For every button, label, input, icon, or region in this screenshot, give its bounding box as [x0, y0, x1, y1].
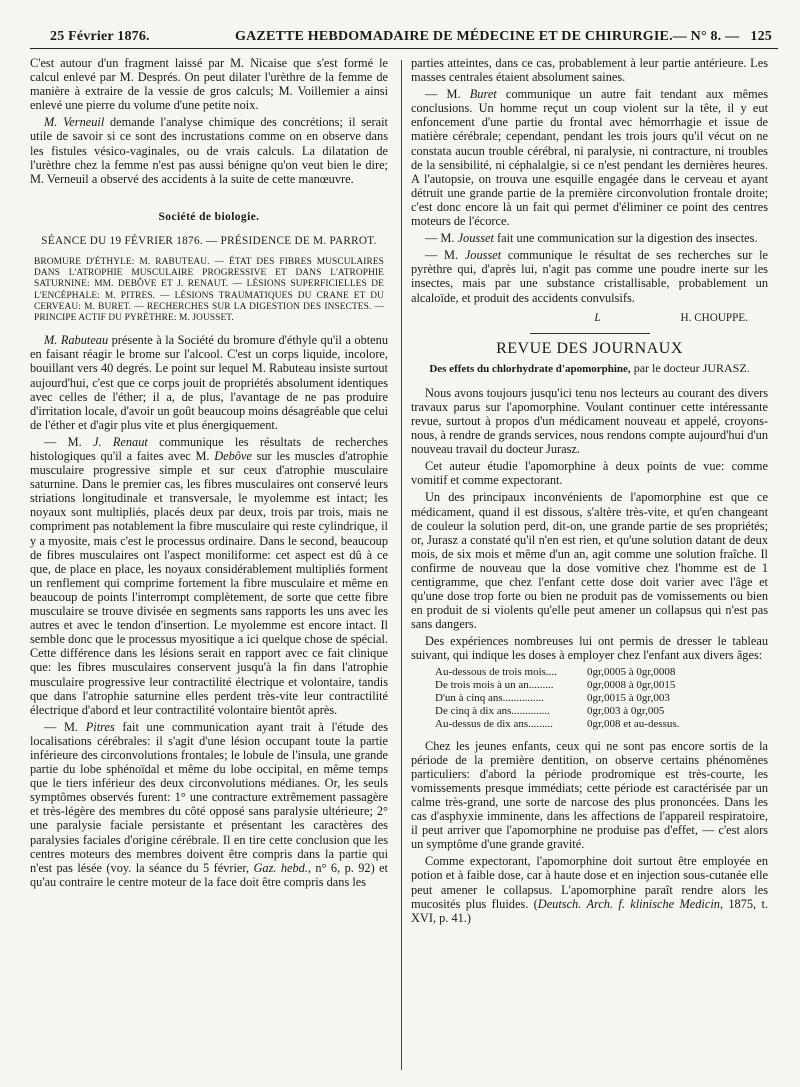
table-cell: 0gr,0015 à 0gr,003	[587, 691, 670, 704]
table-cell: 0gr,0005 à 0gr,0008	[587, 665, 676, 678]
dose-table	[433, 666, 681, 731]
speaker-name: J. Renaut	[93, 434, 148, 449]
header-journal-title: GAZETTE HEBDOMADAIRE DE MÉDECINE ET DE CHIRURGIE.	[235, 29, 673, 44]
table-cell: Au-dessus de dix ans.........	[435, 717, 553, 730]
ink-mark: L	[594, 311, 601, 324]
table-cell: Au-dessous de trois mois....	[435, 665, 557, 678]
speaker-name: Jousset	[457, 231, 494, 246]
table-row	[433, 705, 681, 718]
session-summary: BROMURE D'ÉTHYLE: M. RABUTEAU. — ÉTAT DES FIBRES MUSCULAIRES DANS L'ATROPHIE MUSCULAIRE PROGRESSIVE ET DANS L'ATROPHIE SATURNINE: MM. DEBÔVE ET J. RENAUT. — LÉSIONS SUPERFICIELLES DE L'ENCÉPHALE: M. PITRES. — LÉSIONS TRAUMATIQUES DU CRANE ET DU CERVEAU: M. BURET. — RECHERCHES SUR LA DIGESTION DES INSECTES. — PRINCIPE ACTIF DU PYRÈTHRE: M. JOUSSET.	[34, 257, 384, 324]
page-header	[30, 28, 778, 49]
signature: H. CHOUPPE.	[680, 311, 748, 324]
session-line: SÉANCE DU 19 FÉVRIER 1876. — PRÉSIDENCE DE M. PARROT.	[41, 234, 377, 247]
table-cell: De cinq à dix ans..............	[435, 704, 550, 717]
speaker-name: Debôve	[214, 449, 252, 463]
table-row	[433, 692, 681, 705]
table-cell: 0gr,0008 à 0gr,0015	[587, 678, 676, 691]
paragraph: M. Verneuil demande l'analyse chimique des concrétions; il serait utile de savoir si ce sont des incrustations comme on en observe dans les fistules vésico-vaginales, ou de vrais calculs. La dilatation de l'urèthre chez la femme n'est pas aussi bénigne qu'on veut bien le dire; M. Verneuil a observé des accidents à la suite de cette manœuvre.	[30, 115, 388, 186]
paragraph: — M. J. Renaut communique les résultats de recherches histologiques qu'il a faites avec M. Debôve sur les muscles d'atrophie musculaire progressive simple et sur ceux d'atrophie musculaire saturnine. Dans le premier cas, les fibres musculaires ont conservé leurs striations longitudinale et transversale, le myolemme est intact; les noyaux sont multipliés, placés deux par deux, trois par trois, mais ne compriment pas notablement la fibre musculaire qui reste cylindrique, il y a myosite, mais c'est le processus ordinaire. Dans le second, beaucoup de fibres musculaires ont l'aspect moniliforme: cet aspect est dû à ce que, de place en place, les noyaux considérablement multipliés forment un renflement qui comprime fortement la fibre musculaire et même en beaucoup de points l'interrompt complètement, de sorte que cette fibre musculaire se trouve divisée en segments sans rapports les uns avec les autres et avec le tendon d'insertion. Le myolemme est encore intact. Il semble donc que le processus myositique a ici quelque chose de spécial. Cette différence dans les lésions serait en rapport avec ce fait clinique que: les fibres musculaires conservent jusqu'à la fin dans l'atrophie musculaire progressive leur contractilité électrique et volontaire, tandis que dans l'atrophie saturnine elles perdent très-vite leur contractilité électrique d'abord et leur contractilité volontaire bientôt après.	[30, 434, 389, 717]
speaker-name: M. Rabuteau	[44, 333, 109, 348]
paragraph: Chez les jeunes enfants, ceux qui ne sont pas encore sortis de la période de la première dentition, on observe certains phénomènes particuliers: d'abord la période prodromique est très-courte, les vomissements presque immédiats; cette période est caractérisée par un calme très-grand, une sorte de narcose des plus prononcées. Dans les cas d'asphyxie imminente, dans les affections de l'appareil respiratoire, il peut arriver que l'apomorphine ne produise pas d'effet, — c'est alors un symptôme d'une grande gravité.	[411, 738, 768, 852]
article-title: Des effets du chlorhydrate d'apomorphine, par le docteur JURASZ.	[429, 360, 750, 375]
paragraph: — M. Jousset fait une communication sur la digestion des insectes.	[425, 231, 758, 246]
table-cell: D'un à cinq ans...............	[435, 691, 544, 704]
paragraph: — M. Buret communique un autre fait tendant aux mêmes conclusions. Un homme reçut un coup violent sur la tête, il y eut enfoncement d'une partie du frontal avec hémorrhagie et issue de matière cérébrale; cependant, pendant les trois jours qu'il vécut on ne constata aucun trouble cérébral, ni paralysie, ni contracture, ni troubles de la sensibilité, ni céphalalgie, si ce n'est pendant les dernières heures. A l'autopsie, on trouva une esquille engagée dans le cerveau et ayant détruit une grande partie de la première circonvolution frontale droite; c'est donc encore là un fait qui permet d'éliminer ce point des centres moteurs de l'écorce.	[411, 87, 768, 229]
table-cell: 0gr,008 et au-dessus.	[587, 717, 680, 730]
table-cell: De trois mois à un an.........	[435, 678, 554, 691]
paragraph: Un des principaux inconvénients de l'apomorphine est que ce médicament, quand il est dissous, s'altère très-vite, et qu'en changeant de couleur la solution perd, dit-on, une grande partie de ses propriétés; or, Jurasz a constaté qu'il n'en est rien, et qu'une solution datant de deux mois, de six mois et même d'un an, agit comme une solution fraîche. Il confirme de nouveau que la dose vomitive chez l'homme est de 1 centigramme, que chez l'enfant cette dose doit varier avec l'âge et qu'une dose trop forte ou bien ne produit pas de vomissements ou bien en produit de si violents qu'elle peut amener un collapsus qui n'est pas sans dangers.	[411, 490, 768, 632]
table-cell: 0gr,003 à 0gr,005	[587, 704, 665, 717]
paragraph: Des expériences nombreuses lui ont permis de dresser le tableau suivant, qui indique les doses à employer chez l'enfant aux divers âges:	[411, 634, 768, 663]
table-row	[433, 666, 681, 679]
citation: Gaz. hebd.	[253, 860, 308, 875]
header-issue: — N° 8. —	[672, 29, 740, 44]
paragraph: Comme expectorant, l'apomorphine doit surtout être employée en potion et à faible dose, car à haute dose et en injection sous-cutanée elle peut amener le collapsus. L'apomorphine paraît rendre alors les mucosités plus fluides. (Deutsch. Arch. f. klinische Medicin, 1875, t. XVI, p. 41.)	[411, 854, 769, 925]
table-row	[433, 679, 681, 692]
left-column	[30, 56, 388, 892]
header-issue-page	[673, 29, 772, 45]
paragraph: M. Rabuteau présente à la Société du bromure d'éthyle qu'il a obtenu en faisant réagir le brome sur l'alcool. C'est un corps liquide, incolore, bouillant vers 40 degrés. Le point sur lequel M. Rabuteau insiste surtout aujourd'hui, c'est que ce corps jouit de propriétés absolument identiques avec celles de l'éther; il a, de plus, l'avantage de ne pas produire d'irritation locale, d'avoir un goût beaucoup moins désagréable que celui de l'éther et d'agir plus vite et plus énergiquement.	[30, 333, 388, 432]
speaker-name: Pitres	[85, 719, 115, 734]
paragraph: — M. Pitres fait une communication ayant trait à l'étude des localisations cérébrales: il s'agit d'une lésion occupant toute la partie inférieure des circonvolutions frontales; le lobule de l'insula, une grande partie du lobe sphénoïdal et même du lobe occipital, en même temps que le tiers inférieur des deux circonvolutions médianes. Or, les seuls symptômes observés furent: 1° une contracture extrêmement passagère et très-légère des membres du côté opposé sans paralysie ultérieure; 2° une paralysie faciale persistante et présentant les caractères des paralysies faciales d'origine cérébrale. Il en tire cette conclusion que les centres moteurs des membres doivent être compris dans la partie qui n'est pas lésée (voy. la séance du 5 février, Gaz. hebd., n° 6, p. 92) et qu'au contraire le centre moteur de la face doit être compris dans les	[30, 719, 389, 889]
section-rule	[530, 333, 650, 334]
citation: Deutsch. Arch. f. klinische Medicin	[537, 896, 720, 911]
table-row	[433, 718, 681, 731]
paragraph: — M. Jousset communique le résultat de ses recherches sur le pyrèthre qui, d'après lui, n'agit pas comme une poudre inerte sur les insectes, mais par une substance cristallisable, probablement un alcaloïde, et produit des accidents convulsifs.	[411, 248, 769, 305]
header-date: 25 Février 1876.	[50, 29, 150, 44]
paragraph: Cet auteur étudie l'apomorphine à deux points de vue: comme vomitif et comme expectorant.	[411, 459, 768, 488]
speaker-name: M. Verneuil	[44, 115, 105, 130]
right-column	[411, 56, 768, 928]
paragraph: parties atteintes, dans ce cas, probablement à leur partie antérieure. Les masses centrales étaient absolument saines.	[411, 56, 768, 85]
speaker-name: Buret	[469, 87, 497, 102]
section-title: Société de biologie.	[158, 210, 260, 223]
header-page-number: 125	[750, 29, 772, 44]
speaker-name: Jousset	[464, 248, 502, 263]
paragraph: C'est autour d'un fragment laissé par M. Nicaise que s'est formé le calcul enlevé par M. Després. On peut dilater l'urèthre de la femme de manière à extraire de la vessie de gros calculs; M. Voillemier a ainsi enlevé une pierre du volume d'une petite noix.	[30, 56, 388, 113]
column-divider	[401, 60, 402, 1070]
signature-line	[411, 311, 748, 325]
section-title: REVUE DES JOURNAUX	[496, 339, 683, 357]
paragraph: Nous avons toujours jusqu'ici tenu nos lecteurs au courant des divers travaux parus sur l'apomorphine. Voulant continuer cette intéressante revue, surtout à propos d'un médicament nouveau et appelé, croyons-nous, à rendre de grands services, nous rendons compte aujourd'hui d'un nouveau travail du docteur Jurasz.	[411, 385, 768, 457]
